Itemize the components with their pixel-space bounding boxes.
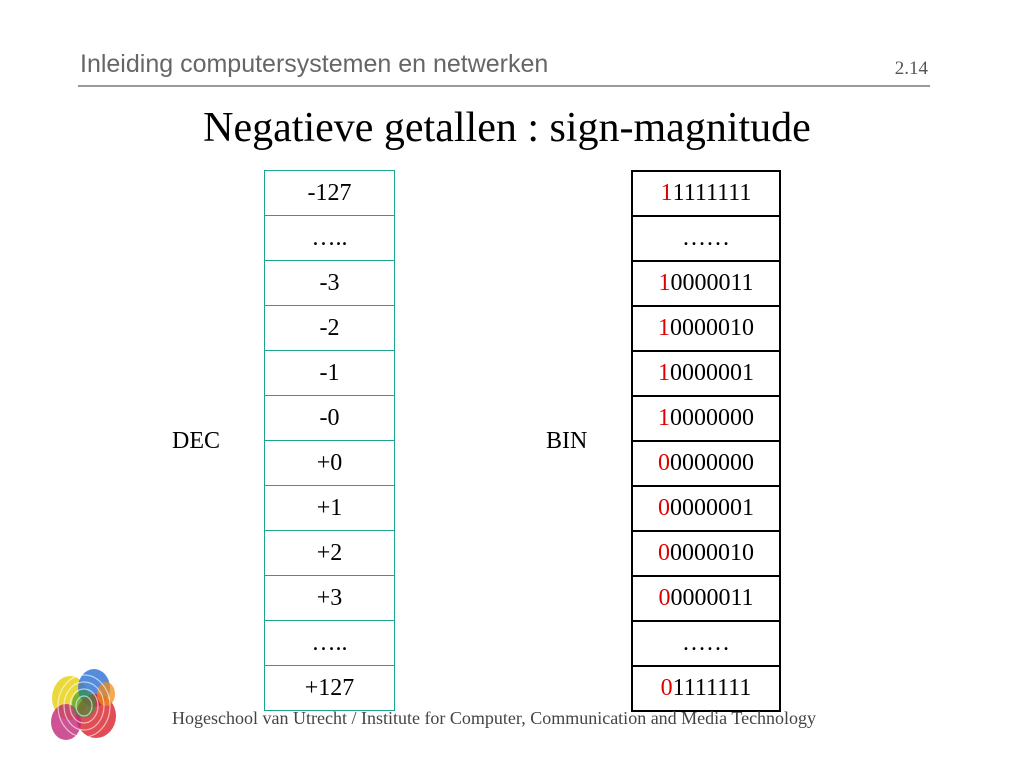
fingerprint-logo-icon: [44, 664, 124, 748]
bin-cell: [633, 172, 779, 217]
bin-cell: [633, 217, 779, 262]
magnitude-bits: 0000001: [670, 495, 754, 521]
dec-cell: -0: [265, 396, 394, 441]
bin-cell: [633, 667, 779, 712]
magnitude-bits: 1111111: [672, 675, 752, 701]
dec-cell: +2: [265, 531, 394, 576]
sign-bit: 1: [658, 405, 670, 431]
dec-cell: …..: [265, 621, 394, 666]
dec-cell: -3: [265, 261, 394, 306]
magnitude-bits: ……: [682, 630, 730, 656]
bin-label: BIN: [546, 428, 588, 454]
dec-label: DEC: [172, 428, 220, 454]
bin-cell: [633, 442, 779, 487]
magnitude-bits: 1111111: [672, 180, 752, 206]
bin-cell: [633, 622, 779, 667]
magnitude-bits: 0000000: [670, 405, 754, 431]
magnitude-bits: 0000010: [670, 540, 754, 566]
magnitude-bits: 0000001: [670, 360, 754, 386]
dec-cell: +0: [265, 441, 394, 486]
sign-bit: 1: [658, 360, 670, 386]
magnitude-bits: 0000010: [670, 315, 754, 341]
header-divider: [78, 85, 930, 87]
sign-bit: 1: [658, 270, 671, 296]
bin-cell: [633, 577, 779, 622]
bin-cell: [633, 262, 779, 307]
sign-bit: 0: [658, 495, 670, 521]
dec-cell: +1: [265, 486, 394, 531]
decimal-column: [264, 170, 395, 711]
bin-cell: [633, 487, 779, 532]
dec-cell: …..: [265, 216, 394, 261]
magnitude-bits: 0000011: [670, 270, 754, 296]
magnitude-bits: 0000000: [670, 450, 754, 476]
dec-cell: -1: [265, 351, 394, 396]
magnitude-bits: 0000011: [670, 585, 754, 611]
course-title: Inleiding computersystemen en netwerken: [80, 50, 549, 78]
dec-cell: -2: [265, 306, 394, 351]
bin-cell: [633, 532, 779, 577]
bin-cell: [633, 352, 779, 397]
footer-text: Hogeschool van Utrecht / Institute for Computer, Communication and Media Technology: [172, 708, 817, 728]
slide-title: Negatieve getallen : sign-magnitude: [203, 105, 811, 151]
bin-cell: [633, 307, 779, 352]
magnitude-bits: ……: [682, 225, 730, 251]
sign-bit: 1: [660, 180, 673, 206]
sign-bit: 0: [658, 540, 670, 566]
sign-bit: 0: [658, 450, 670, 476]
dec-cell: +3: [265, 576, 394, 621]
page-number: 2.14: [894, 58, 928, 79]
sign-bit: 0: [660, 675, 673, 701]
sign-bit: 0: [658, 585, 671, 611]
bin-cell: [633, 397, 779, 442]
binary-column: [631, 170, 781, 712]
dec-cell: +127: [265, 666, 394, 711]
dec-cell: -127: [265, 171, 394, 216]
sign-bit: 1: [658, 315, 670, 341]
